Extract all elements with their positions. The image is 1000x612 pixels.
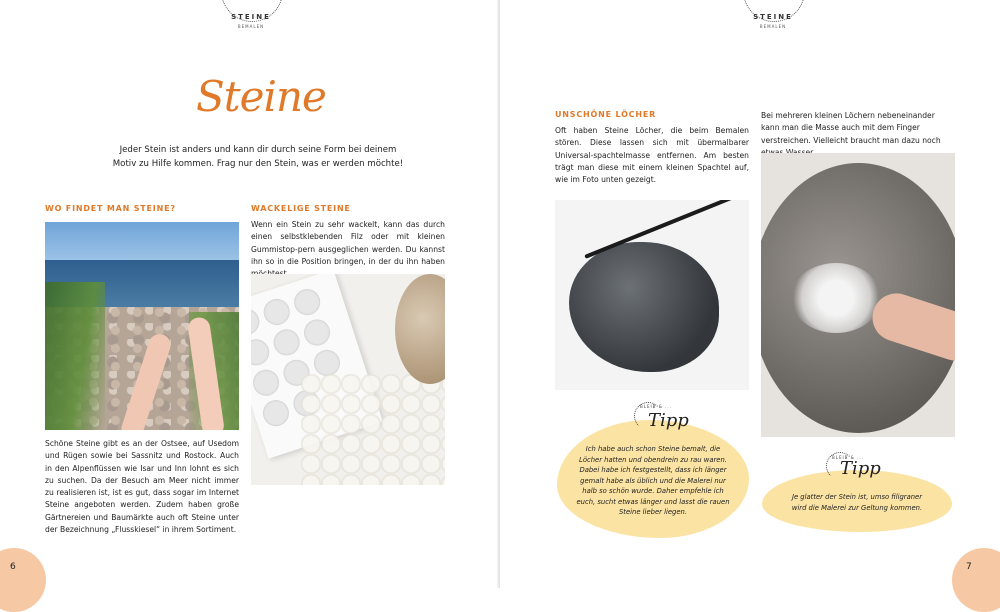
tip-2-mini: BLEIB & ... bbox=[832, 455, 864, 460]
heading-wo-findet: WO FINDET MAN STEINE? bbox=[45, 204, 176, 213]
header-badge bbox=[206, 0, 296, 36]
intro-text: Jeder Stein ist anders und kann dir durch seine Form bei deinem Motiv zu Hilfe kommen. Frag nur den Stein, was er werden möchte! bbox=[112, 145, 404, 169]
tip-2-text: Je glatter der Stein ist, umso filigraner wird die Malerei zur Geltung kommen. bbox=[791, 493, 923, 512]
header-section-label-right: STEINE bbox=[753, 13, 793, 21]
tip-1-mini: BLEIB & ... bbox=[640, 404, 672, 409]
tip-1-label: Tipp bbox=[648, 410, 689, 431]
text-unschoene-loecher: Oft haben Steine Löcher, die beim Bemalen stören. Diese lassen sich mit übermalbarer Universal-spachtelmasse entfernen. Am besten trägt man diese mit einem kleinen Spachtel auf, wie im Foto unten gezeigt. bbox=[555, 126, 749, 185]
black-stone-photo bbox=[555, 200, 749, 390]
text-wackelige: Wenn ein Stein zu sehr wackelt, kann das durch einen selbstklebenden Filz oder mit kleinen Gummistop-pern ausgeglichen werden. Du kannst ihn so in die Position bringen, in der du ihn haben bbox=[251, 220, 445, 266]
left-page bbox=[0, 0, 500, 588]
grey-stone-photo bbox=[761, 153, 955, 437]
text-wo-findet: Schöne Steine gibt es an der Ostsee, auf Usedom und Rügen sowie bei Sassnitz und Rostock. Auch in den Alpenflüssen wie Isar und Inn lohnt es sich zu suchen. Da der Besuch am Meer nicht immer zu realisieren ist, ist es gut, dass sogar im Internet Steine angeboten werden. Zudem haben große Gärtnereien und Baumärkte auch oft Steine unter der Bezeichnung „Flusskiesel“ in ihrem Sortiment. bbox=[45, 439, 239, 535]
header-sub-label: BEMALEN bbox=[237, 24, 265, 29]
text-mehrere-loecher: Bei mehreren kleinen Löchern nebeneinander kann man die Masse auch mit dem Finger verstreichen. Vielleicht braucht man dazu noch bbox=[761, 111, 941, 145]
page-number-left: 6 bbox=[10, 562, 16, 572]
page-title: Steine bbox=[196, 72, 326, 121]
header-badge-right bbox=[728, 0, 818, 36]
heading-unschoene-loecher: UNSCHÖNE LÖCHER bbox=[555, 110, 657, 119]
header-sub-label-right: BEMALEN bbox=[759, 24, 787, 29]
tip-2-label: Tipp bbox=[840, 458, 881, 479]
page-number-right: 7 bbox=[966, 562, 972, 572]
page-number-blob-left bbox=[0, 548, 46, 612]
header-section-label: STEINE bbox=[231, 13, 271, 21]
tip-1-text: Ich habe auch schon Steine bemalt, die Löcher hatten und obendrein zu rau waren. Dabei habe ich festgestellt, dass ich länger gemalt habe als üblich und die Malerei nur halb so schön wurde. Daher empfehle ich euch, sucht etwas länger und lasst die rauen Steine lieber liegen. bbox=[576, 445, 730, 516]
felt-pads-photo bbox=[251, 274, 445, 485]
heading-wackelige: WACKELIGE STEINE bbox=[251, 204, 351, 213]
beach-photo bbox=[45, 222, 239, 430]
